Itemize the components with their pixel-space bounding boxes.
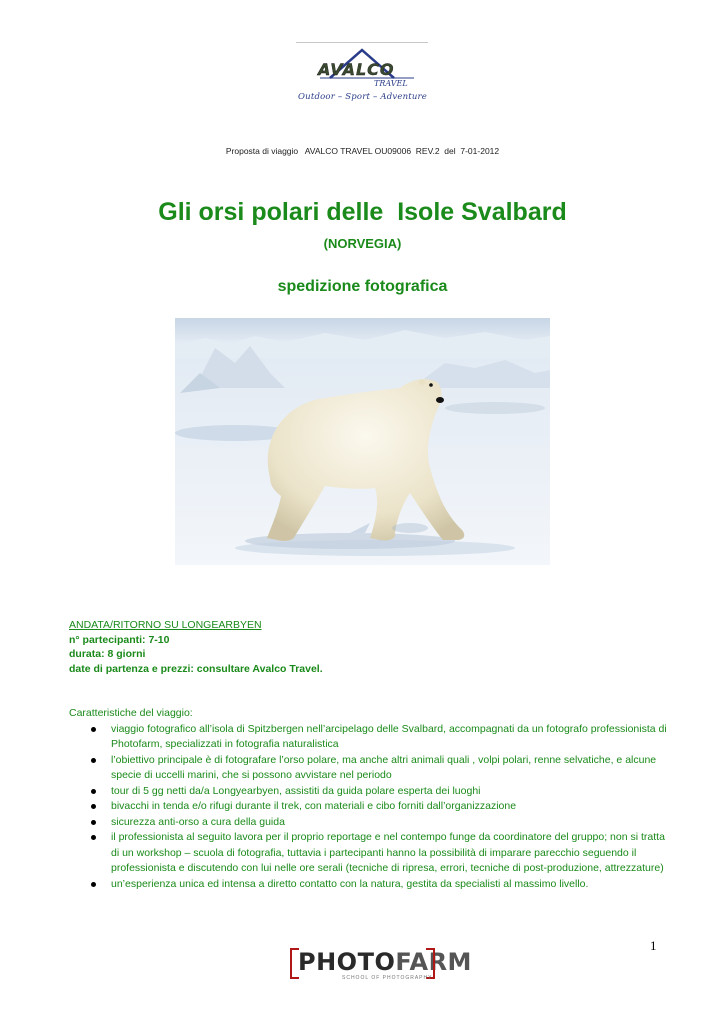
- participants: n° partecipanti: 7-10: [69, 633, 170, 646]
- photofarm-photo: PHOTO: [298, 948, 396, 976]
- list-item: un’esperienza unica ed intensa a diretto contatto con la natura, gestita da specialisti al massimo livello.: [69, 877, 669, 893]
- features-heading: Caratteristiche del viaggio:: [69, 707, 193, 719]
- features-list: [69, 722, 669, 893]
- photofarm-wordmark: [298, 948, 472, 976]
- photofarm-logo: [290, 948, 472, 986]
- list-item: l’obiettivo principale è di fotografare l’orso polare, ma anche altri animali quali , volpi polari, renne selvatiche, e alcune specie di uccelli marini, che si possono avvistare nel periodo: [69, 753, 669, 784]
- page-title: Gli orsi polari delle Isole Svalbard: [158, 198, 567, 226]
- route-link[interactable]: ANDATA/RITORNO SU LONGEARBYEN: [69, 619, 262, 631]
- logo-brand: AVALCO: [318, 60, 395, 79]
- section-heading: spedizione fotografica: [277, 278, 448, 295]
- photofarm-farm: FARM: [395, 948, 472, 976]
- list-item: sicurezza anti-orso a cura della guida: [69, 815, 669, 831]
- avalco-logo: [290, 46, 440, 108]
- page-subtitle: (NORVEGIA): [323, 236, 402, 251]
- logo-sub: TRAVEL: [374, 79, 408, 88]
- departure-dates: date di partenza e prezzi: consultare Avalco Travel.: [69, 662, 323, 675]
- list-item: il professionista al seguito lavora per il proprio reportage e nel contempo funge da coordinatore del gruppo; non si tratta di un workshop – scuola di fotografia, tuttavia i partecipanti hanno la possibilità di imparare parecchio seguendo il professionista e discutendo con lui nelle ore serali (tecniche di ripresa, errori, tecniche di post-produzione, attrezzature): [69, 830, 669, 877]
- list-item: bivacchi in tenda e/o rifugi durante il trek, con materiali e cibo forniti dall’organizzazione: [69, 799, 669, 815]
- page-number: 1: [650, 938, 657, 953]
- top-rule: [296, 42, 428, 43]
- list-item: tour di 5 gg netti da/a Longyearbyen, assistiti da guida polare esperta dei luoghi: [69, 784, 669, 800]
- duration: durata: 8 giorni: [69, 648, 146, 660]
- trip-features: [69, 706, 669, 892]
- polar-bear-photo: [175, 318, 550, 565]
- list-item: viaggio fotografico all’isola di Spitzbergen nell’arcipelago delle Svalbard, accompagnati da un fotografo professionista di Photofarm, specializzati in fotografia naturalistica: [69, 722, 669, 753]
- reference-line: Proposta di viaggio AVALCO TRAVEL OU09006 REV.2 del 7-01-2012: [225, 146, 500, 156]
- trip-info: [69, 618, 323, 676]
- logo-tagline: Outdoor – Sport – Adventure: [298, 92, 428, 102]
- photofarm-subtitle: SCHOOL OF PHOTOGRAPHY: [342, 975, 433, 981]
